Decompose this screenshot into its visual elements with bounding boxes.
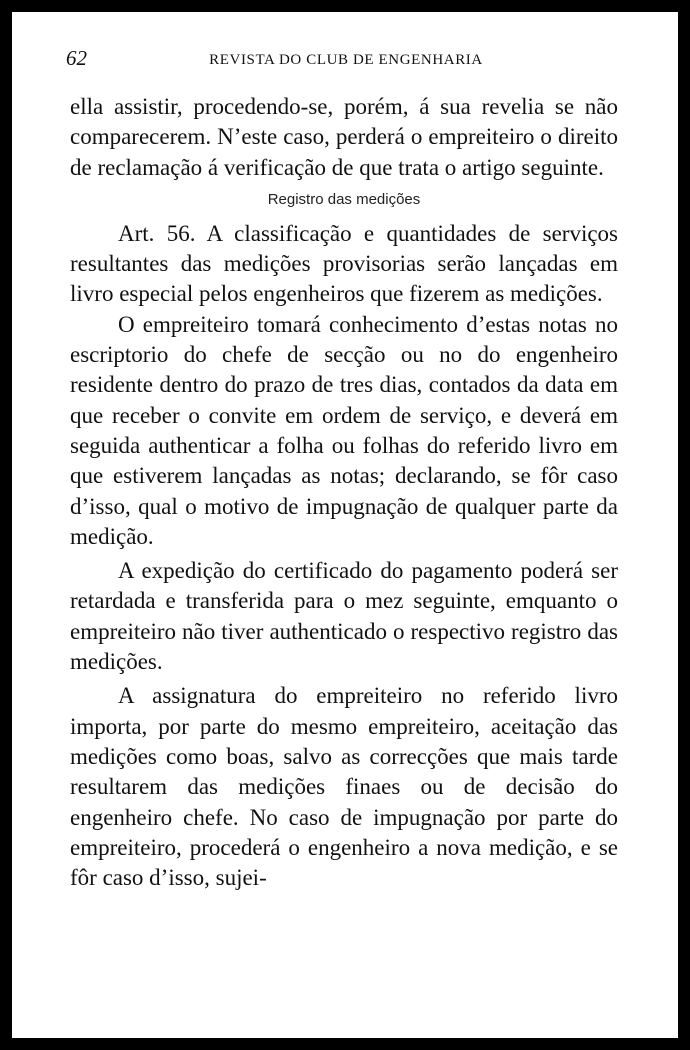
section-heading: Registro das medições: [267, 190, 421, 208]
body-text: [70, 92, 618, 893]
book-page: [12, 12, 678, 1038]
paragraph: A assignatura do empreiteiro no referido livro importa, por parte do mesmo empreiteiro, aceitação das medições como boas, salvo as correcções que mais tarde resultarem das medições finaes ou de decisão do engenheiro chefe. No caso de impugnação por parte do empreiteiro, procederá o engenheiro a nova medição, e se fôr caso d’isso, sujei-: [70, 683, 618, 891]
paragraph-article-56: Art. 56. A classificação e quantidades de serviços resultantes das medições provisorias serão lançadas em livro especial pelos engenheiros que fizerem as medições.: [70, 220, 618, 307]
paragraph: O empreiteiro tomará conhecimento d’estas notas no escriptorio do chefe de secção ou no do engenheiro residente dentro do prazo de tres dias, contados da data em que receber o convite em ordem de serviço, e deverá em seguida authenticar a folha ou folhas do referido livro em que estiverem lançadas as notas; declarando, se fôr caso d’isso, qual o motivo de impugnação de qualquer parte da medição.: [70, 311, 618, 549]
page-header: [66, 46, 626, 72]
page-number: 62: [66, 46, 87, 70]
paragraph-continuation: ella assistir, procedendo-se, porém, á sua revelia se não comparecerem. N’este caso, perderá o empreiteiro o direito de reclamação á verificação de que trata o artigo seguinte.: [70, 94, 618, 180]
paragraph: A expedição do certificado do pagamento poderá ser retardada e transferida para o mez seguinte, emquanto o empreiteiro não tiver authenticado o respectivo registro das medições.: [70, 558, 618, 675]
running-title: REVISTA DO CLUB DE ENGENHARIA: [209, 52, 483, 68]
